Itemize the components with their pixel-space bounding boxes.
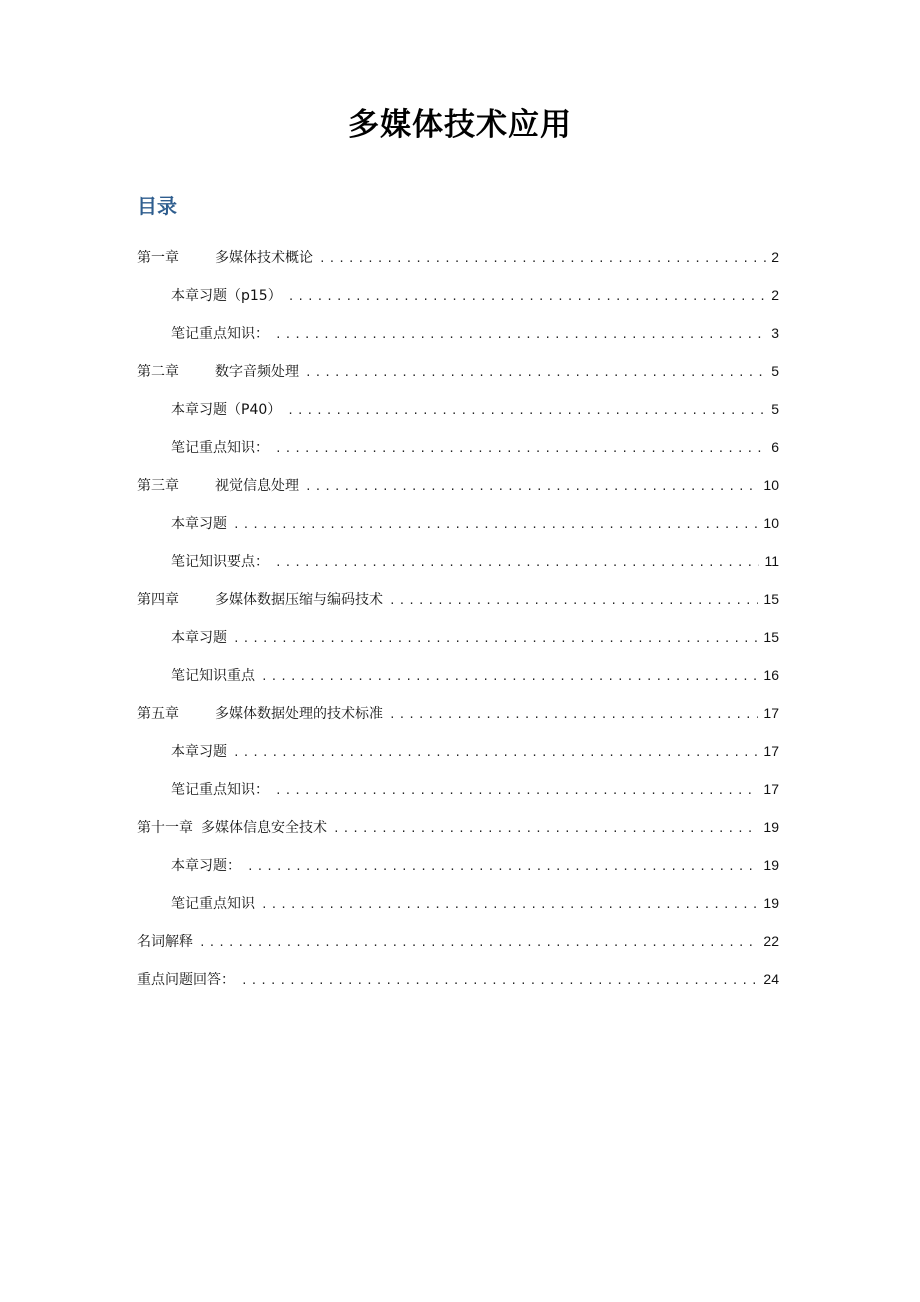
page-title: 多媒体技术应用: [348, 106, 572, 143]
toc-entry-title: 本章习题（P40）: [171, 402, 282, 418]
toc-dot-leader: [275, 772, 758, 810]
toc-entry[interactable]: [137, 770, 779, 808]
toc-entry[interactable]: [137, 504, 779, 542]
toc-entry-label: [171, 429, 269, 467]
toc-dot-leader: [275, 430, 766, 468]
toc-entry[interactable]: [137, 390, 779, 428]
toc-entry[interactable]: [137, 922, 779, 960]
toc-dot-leader: [389, 582, 758, 620]
table-of-contents: [137, 238, 779, 998]
toc-entry-label: [137, 581, 383, 619]
toc-entry-title: 本章习题: [171, 630, 227, 646]
toc-dot-leader: [261, 886, 758, 924]
toc-entry-label: [171, 619, 227, 657]
toc-page-number: 5: [771, 363, 779, 379]
toc-dot-leader: [275, 316, 766, 354]
toc-entry-title: 本章习题: [171, 516, 227, 532]
toc-entry-label: [137, 239, 313, 277]
toc-page-number: 6: [771, 439, 779, 455]
toc-entry-label: [137, 961, 235, 999]
toc-entry[interactable]: [137, 732, 779, 770]
toc-dot-leader: [199, 924, 758, 962]
toc-entry-title: 笔记重点知识：: [171, 440, 269, 456]
toc-entry[interactable]: [137, 846, 779, 884]
toc-entry[interactable]: [137, 694, 779, 732]
toc-dot-leader: [305, 354, 766, 392]
toc-page-number: 19: [763, 819, 779, 835]
toc-page-number: 19: [763, 895, 779, 911]
toc-entry[interactable]: [137, 960, 779, 998]
toc-dot-leader: [389, 696, 758, 734]
toc-entry-title: 本章习题（p15）: [171, 288, 282, 304]
toc-page-number: 19: [763, 857, 779, 873]
toc-entry-title: 数字音频处理: [215, 364, 299, 380]
toc-entry-title: 名词解释: [137, 934, 193, 950]
toc-entry[interactable]: [137, 808, 779, 846]
toc-entry-label: [171, 733, 227, 771]
toc-dot-leader: [333, 810, 758, 848]
toc-page-number: 17: [763, 705, 779, 721]
toc-entry-title: 笔记重点知识：: [171, 326, 269, 342]
toc-entry-label: [171, 885, 255, 923]
toc-page-number: 5: [771, 401, 779, 417]
toc-entry-label: [137, 353, 299, 391]
toc-page-number: 2: [771, 287, 779, 303]
toc-entry-title: 重点问题回答：: [137, 972, 235, 988]
toc-page-number: 10: [763, 515, 779, 531]
toc-entry-label: [171, 315, 269, 353]
toc-dot-leader: [233, 506, 758, 544]
toc-entry-label: [137, 467, 299, 505]
toc-entry-title: 笔记知识要点：: [171, 554, 269, 570]
toc-page-number: 15: [763, 591, 779, 607]
toc-entry[interactable]: [137, 238, 779, 276]
toc-chapter-number: 第十一章: [137, 820, 193, 836]
toc-dot-leader: [288, 278, 767, 316]
toc-dot-leader: [319, 240, 766, 278]
toc-heading: 目录: [137, 194, 177, 218]
toc-chapter-number: 第三章: [137, 478, 179, 494]
toc-entry-title: 本章习题: [171, 744, 227, 760]
toc-entry[interactable]: [137, 542, 779, 580]
toc-entry[interactable]: [137, 656, 779, 694]
toc-entry-label: [137, 695, 383, 733]
toc-entry-label: [171, 771, 269, 809]
toc-entry-title: 多媒体数据处理的技术标准: [215, 706, 383, 722]
toc-dot-leader: [233, 734, 758, 772]
toc-page-number: 16: [763, 667, 779, 683]
toc-entry[interactable]: [137, 276, 779, 314]
toc-entry-title: 多媒体数据压缩与编码技术: [215, 592, 383, 608]
toc-page-number: 24: [763, 971, 779, 987]
toc-entry-title: 多媒体技术概论: [215, 250, 313, 266]
toc-page-number: 17: [763, 743, 779, 759]
toc-entry[interactable]: [137, 466, 779, 504]
toc-entry-title: 本章习题：: [171, 858, 241, 874]
toc-entry-label: [171, 543, 269, 581]
toc-entry[interactable]: [137, 618, 779, 656]
toc-entry[interactable]: [137, 580, 779, 618]
toc-entry-title: 笔记重点知识：: [171, 782, 269, 798]
toc-page-number: 2: [771, 249, 779, 265]
toc-chapter-number: 第四章: [137, 592, 179, 608]
toc-entry[interactable]: [137, 314, 779, 352]
toc-page-number: 11: [764, 553, 779, 569]
toc-entry-label: [171, 847, 241, 885]
toc-entry[interactable]: [137, 352, 779, 390]
toc-chapter-number: 第五章: [137, 706, 179, 722]
toc-dot-leader: [275, 544, 759, 582]
toc-chapter-number: 第二章: [137, 364, 179, 380]
toc-entry-label: [137, 923, 193, 961]
toc-page-number: 17: [763, 781, 779, 797]
toc-entry[interactable]: [137, 428, 779, 466]
toc-entry-label: [171, 505, 227, 543]
toc-page-number: 3: [771, 325, 779, 341]
toc-dot-leader: [305, 468, 758, 506]
toc-page-number: 15: [763, 629, 779, 645]
toc-dot-leader: [241, 962, 758, 1000]
toc-entry-label: [137, 809, 327, 847]
toc-dot-leader: [261, 658, 758, 696]
toc-entry-label: [171, 277, 282, 315]
toc-entry-title: 笔记知识重点: [171, 668, 255, 684]
toc-entry-title: 笔记重点知识: [171, 896, 255, 912]
toc-dot-leader: [287, 392, 766, 430]
toc-dot-leader: [233, 620, 758, 658]
toc-page-number: 10: [763, 477, 779, 493]
toc-entry[interactable]: [137, 884, 779, 922]
toc-entry-title: 视觉信息处理: [215, 478, 299, 494]
toc-dot-leader: [247, 848, 758, 886]
toc-chapter-number: 第一章: [137, 250, 179, 266]
toc-entry-label: [171, 391, 281, 429]
toc-entry-title: 多媒体信息安全技术: [201, 820, 327, 836]
toc-page-number: 22: [763, 933, 779, 949]
toc-entry-label: [171, 657, 255, 695]
